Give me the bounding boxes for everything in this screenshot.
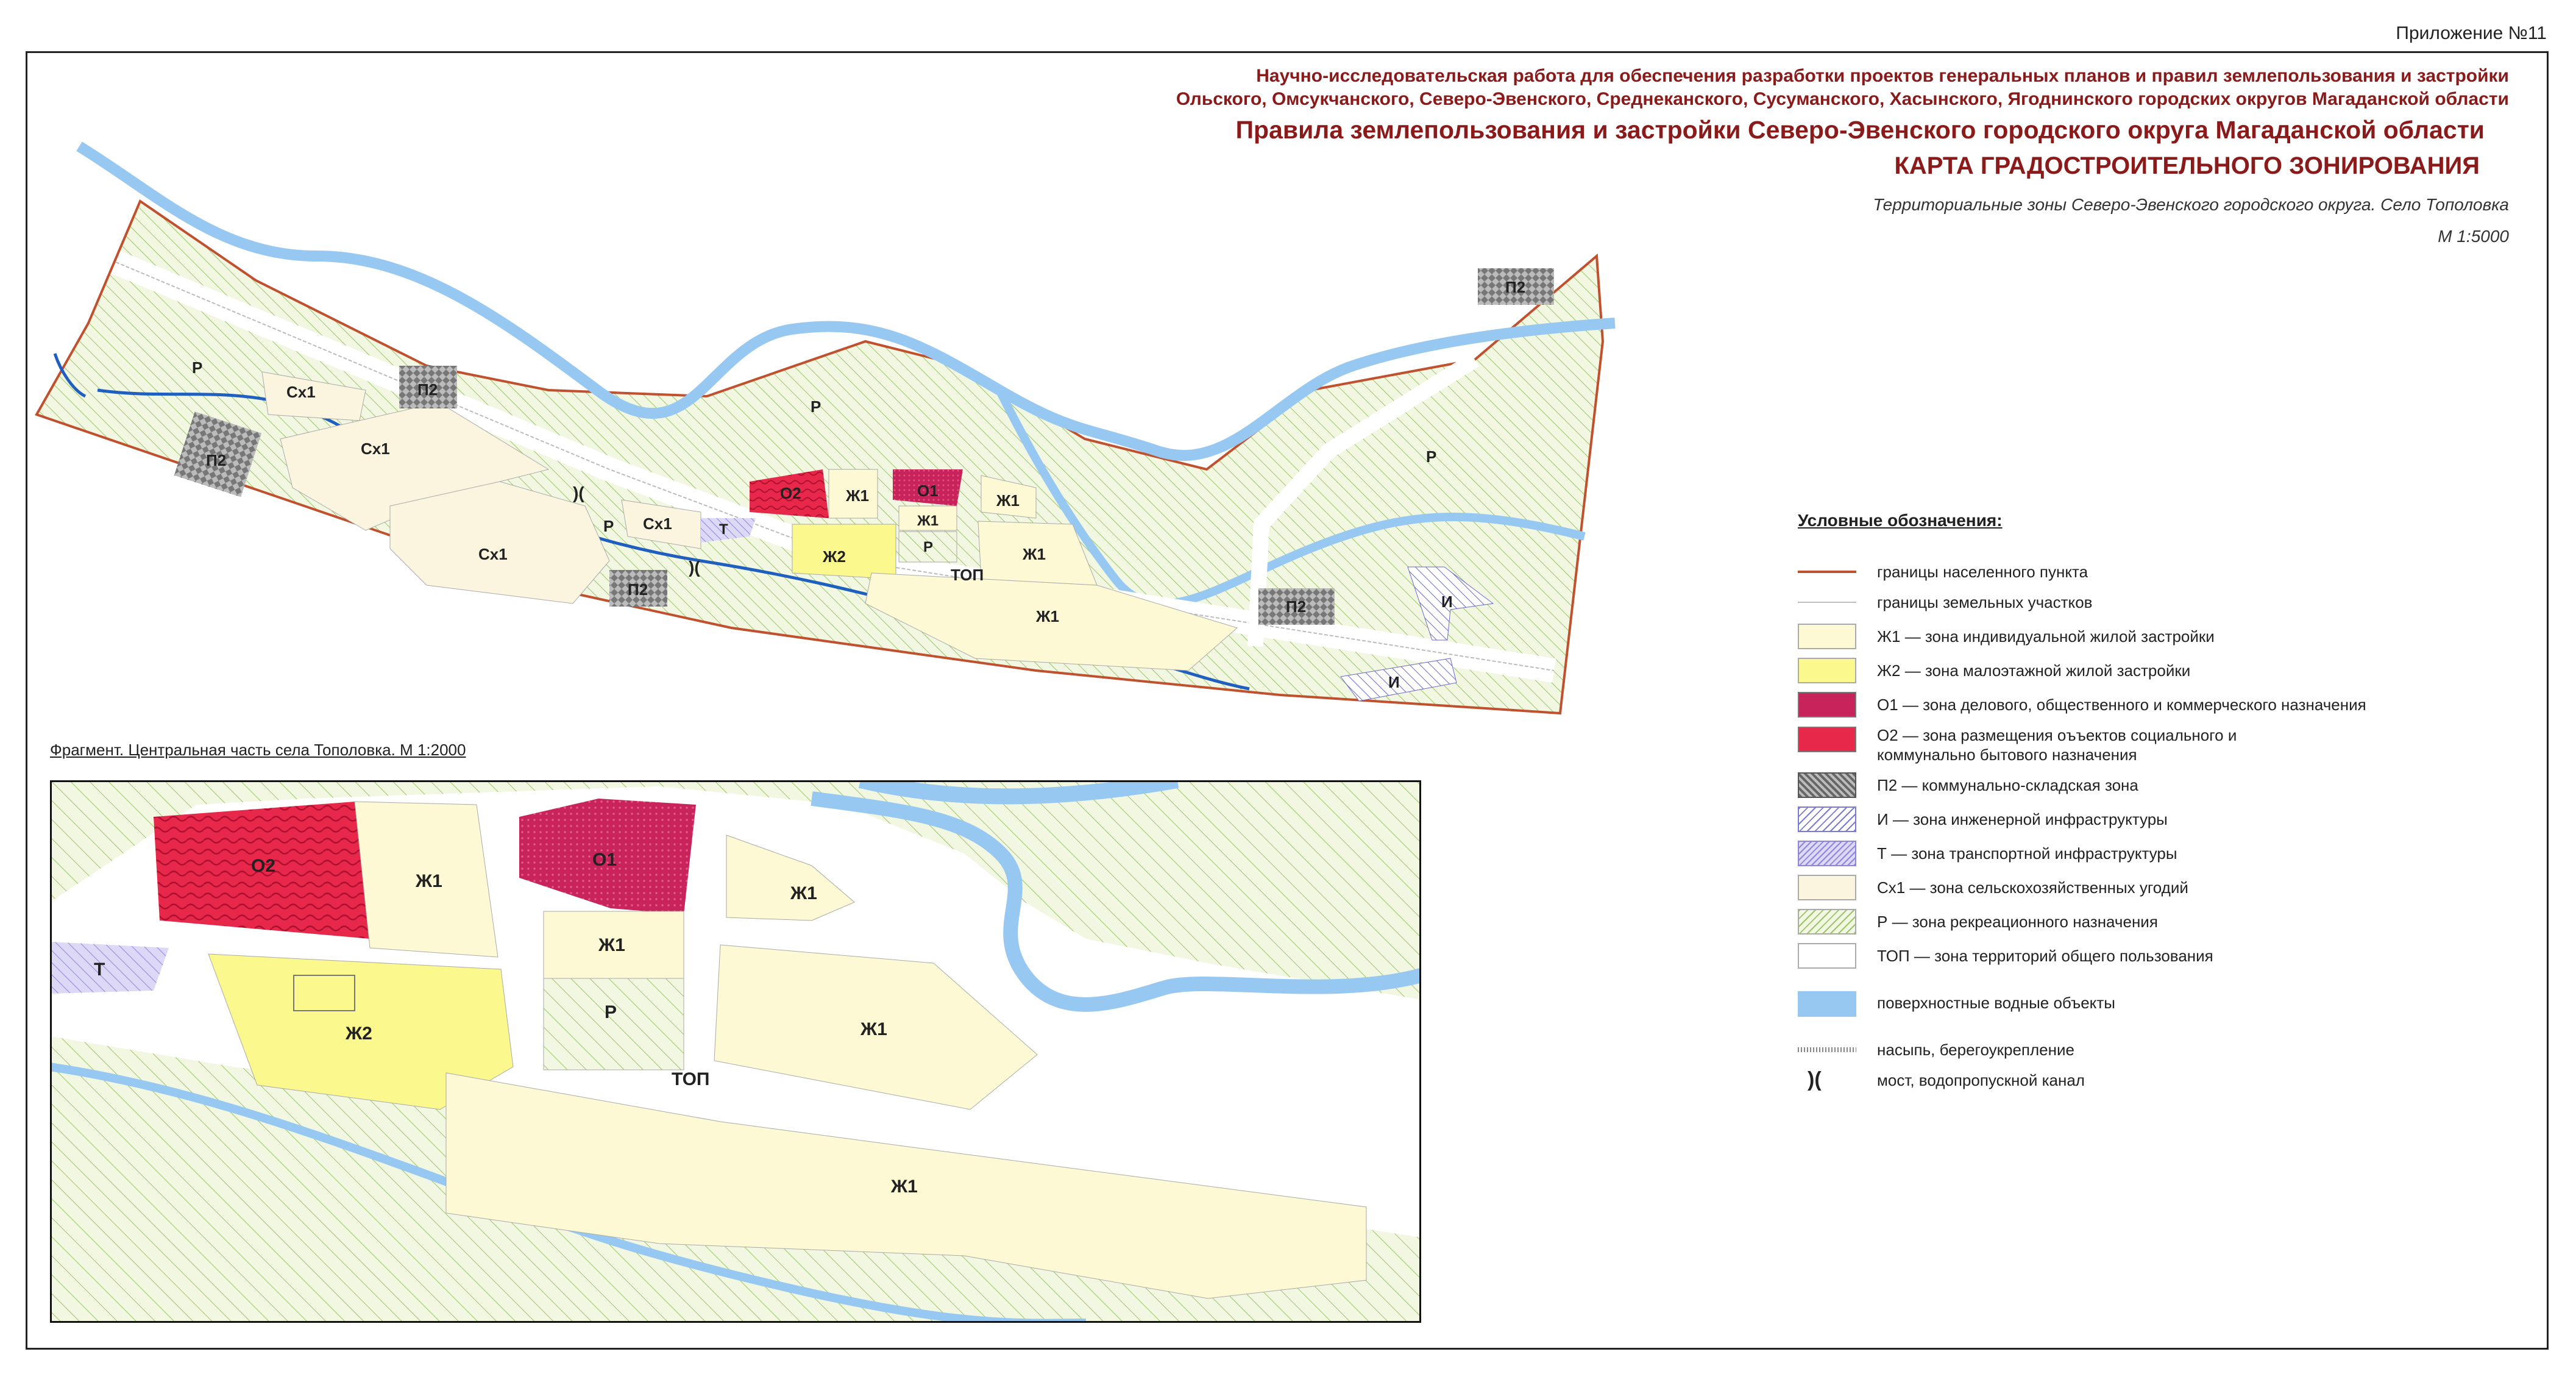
fragment-label: Ж1 xyxy=(860,1019,887,1039)
i-swatch-icon xyxy=(1798,806,1856,832)
legend-label: Ж2 — зона малоэтажной жилой застройки xyxy=(1877,661,2191,680)
map-label: П2 xyxy=(628,580,648,599)
r-swatch-icon xyxy=(1798,909,1856,935)
legend-label: О1 — зона делового, общественного и коммерческого назначения xyxy=(1877,696,2366,714)
legend-item-r xyxy=(1798,905,2499,939)
legend-label: границы земельных участков xyxy=(1877,593,2093,611)
map-label: П2 xyxy=(1505,278,1526,296)
map-label: О1 xyxy=(917,482,939,500)
legend-item-p2 xyxy=(1798,768,2499,802)
bridge-icon-a: )( xyxy=(573,483,584,502)
legend-label: Ж1 — зона индивидуальной жилой застройки xyxy=(1877,627,2215,646)
map-scale: М 1:5000 xyxy=(2438,227,2509,246)
legend-label-line1: О2 — зона размещения оъъектов социального и xyxy=(1877,726,2237,744)
legend-item-o2 xyxy=(1798,722,2499,768)
map-label: Сх1 xyxy=(361,440,390,458)
legend-item-cx1 xyxy=(1798,871,2499,905)
map-label: ТОП xyxy=(951,566,984,584)
map-label: Сх1 xyxy=(286,383,316,401)
boundary-line-icon xyxy=(1798,571,1856,573)
fragment-label: Р xyxy=(605,1002,617,1022)
legend-item-water xyxy=(1798,973,2499,1033)
water-swatch-icon xyxy=(1798,991,1856,1017)
map-label: Ж1 xyxy=(917,513,939,529)
legend-item-t xyxy=(1798,836,2499,871)
fragment-label: О2 xyxy=(251,856,276,876)
p2-swatch-icon xyxy=(1798,772,1856,798)
legend-label-multiline xyxy=(1877,725,2237,764)
map-label: Р xyxy=(1426,447,1437,466)
embankment-icon xyxy=(1798,1047,1856,1052)
legend-item-zh1 xyxy=(1798,619,2499,653)
legend-label: Т — зона транспортной инфраструктуры xyxy=(1877,844,2177,863)
legend-item-top xyxy=(1798,939,2499,973)
legend xyxy=(1798,511,2499,1094)
legend-label: Р — зона рекреационного назначения xyxy=(1877,913,2158,931)
zh1-swatch-icon xyxy=(1798,624,1856,649)
map-label: Сх1 xyxy=(643,514,672,533)
map-label: Ж1 xyxy=(846,486,869,505)
legend-item-o1 xyxy=(1798,688,2499,722)
map-label: И xyxy=(1441,593,1453,611)
fragment-zone-t xyxy=(50,942,169,994)
legend-item-embankment xyxy=(1798,1033,2499,1067)
bridge-icon: )( xyxy=(1808,1068,1822,1091)
map-subtitle: Территориальные зоны Северо-Эвенского городского округа. Село Тополовка xyxy=(1873,195,2509,214)
legend-label: границы населенного пункта xyxy=(1877,563,2088,581)
map-label: П2 xyxy=(1286,597,1307,616)
o1-swatch-icon xyxy=(1798,692,1856,717)
map-label: Ж1 xyxy=(1023,545,1046,563)
map-label: Р xyxy=(192,358,203,377)
o2-swatch-icon xyxy=(1798,727,1856,752)
rules-title: Правила землепользования и застройки Северо-Эвенского городского округа Магаданской области xyxy=(1235,116,2485,144)
legend-item-i xyxy=(1798,802,2499,836)
map-label: П2 xyxy=(417,380,438,399)
map-label: Сх1 xyxy=(478,545,508,563)
zh2-swatch-icon xyxy=(1798,658,1856,683)
legend-label: И — зона инженерной инфраструктуры xyxy=(1877,810,2168,828)
t-swatch-icon xyxy=(1798,841,1856,866)
fragment-map[interactable] xyxy=(50,780,1421,1323)
map-label: Р xyxy=(603,517,614,535)
map-label: Р xyxy=(923,539,934,555)
legend-label: мост, водопропускной канал xyxy=(1877,1071,2085,1089)
legend-label: П2 — коммунально-складская зона xyxy=(1877,776,2138,794)
map-label: Ж2 xyxy=(823,547,846,566)
fragment-label: Ж2 xyxy=(346,1024,372,1044)
map-label: Ж1 xyxy=(996,491,1020,510)
legend-item-boundary xyxy=(1798,558,2499,585)
fragment-label: Ж1 xyxy=(891,1177,918,1197)
map-label: Ж1 xyxy=(1036,607,1059,625)
legend-label: ТОП — зона территорий общего пользования xyxy=(1877,947,2213,965)
legend-item-parcel xyxy=(1798,585,2499,619)
header-line-1: Научно-исследовательская работа для обеспечения разработки проектов генеральных планов и правил землепользования и застройки xyxy=(1256,66,2509,86)
fragment-label: Ж1 xyxy=(416,871,442,891)
map-title: КАРТА ГРАДОСТРОИТЕЛЬНОГО ЗОНИРОВАНИЯ xyxy=(1894,152,2480,179)
map-label: О2 xyxy=(780,484,801,502)
header-line-2: Ольского, Омсукчанского, Северо-Эвенского, Среднеканского, Сусуманского, Хасынского, Ягоднинского городских округов Магаданской области xyxy=(1176,89,2509,109)
fragment-label: ТОП xyxy=(672,1069,710,1089)
legend-label: поверхностные водные объекты xyxy=(1877,994,2115,1012)
map-label: П2 xyxy=(206,451,227,469)
fragment-zone-r xyxy=(544,978,684,1070)
legend-label: насыпь, берегоукрепление xyxy=(1877,1041,2074,1059)
appendix-label: Приложение №11 xyxy=(2396,23,2547,43)
top-swatch-icon xyxy=(1798,943,1856,969)
map-label: И xyxy=(1388,673,1400,691)
legend-label: Сх1 — зона сельскохозяйственных угодий xyxy=(1877,878,2188,897)
fragment-caption: Фрагмент. Центральная часть села Тополовка. М 1:2000 xyxy=(50,741,466,759)
fragment-label: Ж1 xyxy=(790,883,817,903)
legend-item-bridge xyxy=(1798,1067,2499,1094)
bridge-icon-b: )( xyxy=(689,558,700,577)
legend-item-zh2 xyxy=(1798,653,2499,688)
fragment-label: О1 xyxy=(592,850,617,870)
fragment-label: Ж1 xyxy=(598,935,625,955)
parcel-line-icon xyxy=(1798,602,1856,603)
map-label: Т xyxy=(719,521,728,538)
legend-title: Условные обозначения: xyxy=(1798,511,2003,530)
map-label: Р xyxy=(811,397,821,416)
fragment-label: Т xyxy=(94,960,105,980)
cx1-swatch-icon xyxy=(1798,875,1856,900)
legend-label-line2: коммунально бытового назначения xyxy=(1877,746,2137,764)
